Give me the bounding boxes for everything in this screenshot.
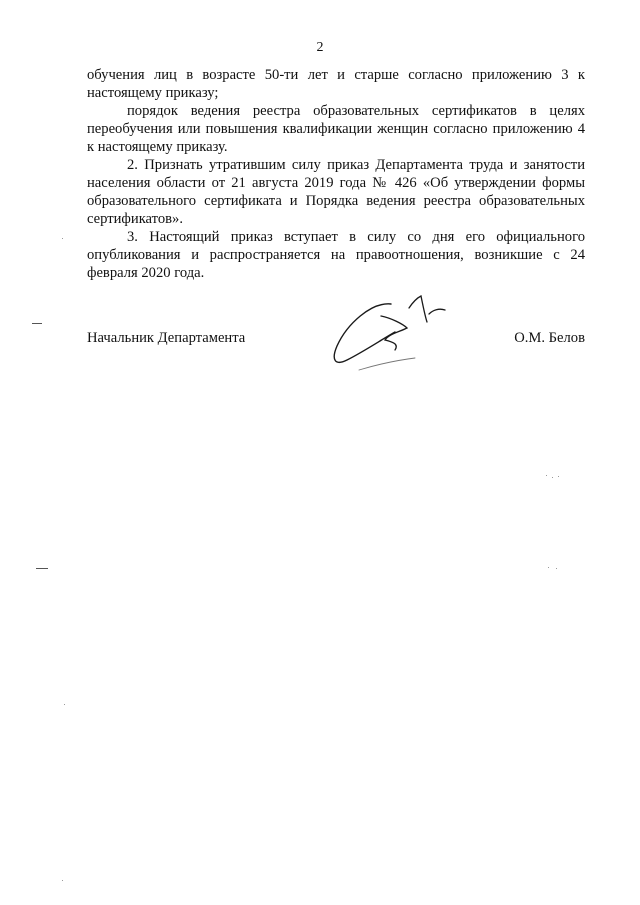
scan-artifact	[32, 323, 42, 324]
scan-artifact	[548, 567, 549, 568]
scan-artifact	[556, 568, 557, 569]
scan-artifact	[546, 475, 547, 476]
signature-block	[87, 324, 585, 384]
paragraph-continuation: обучения лиц в возрасте 50-ти лет и старше согласно приложению 3 к настоящему приказу;	[87, 67, 585, 101]
signatory-name: О.М. Белов	[514, 330, 585, 346]
handwritten-signature-image	[329, 294, 469, 384]
scan-artifact	[64, 704, 65, 705]
paragraph-repeal-order: 2. Признать утратившим силу приказ Департамента труда и занятости населения области от 21 августа 2019 года № 426 «Об утверждении формы образовательного сертификата и Порядка ведения реестра образовательных сертификатов».	[87, 157, 585, 227]
document-body	[87, 66, 585, 282]
page-number: 2	[316, 40, 324, 55]
scan-artifact	[62, 238, 63, 239]
scan-artifact	[36, 568, 48, 569]
scan-artifact	[62, 880, 63, 881]
paragraph-effective-date: 3. Настоящий приказ вступает в силу со дня его официального опубликования и распространяется на правоотношения, возникшие с 24 февраля 2020 года.	[87, 229, 585, 281]
scan-artifact	[552, 477, 553, 478]
signatory-position: Начальник Департамента	[87, 330, 246, 346]
paragraph-registry-order: порядок ведения реестра образовательных сертификатов в целях переобучения или повышения квалификации женщин согласно приложению 4 к настоящему приказу.	[87, 103, 585, 155]
scan-artifact	[558, 476, 559, 477]
